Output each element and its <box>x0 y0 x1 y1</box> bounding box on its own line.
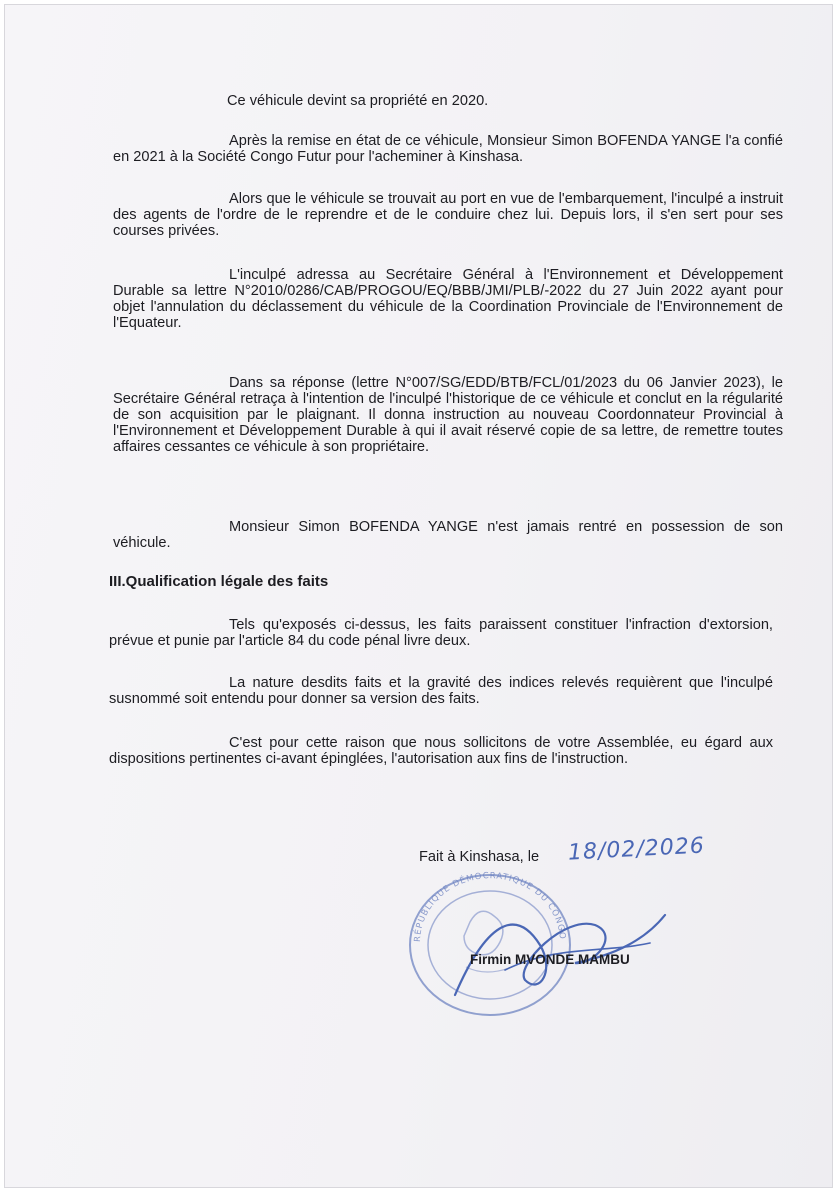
paragraph-vehicle-repair: Après la remise en état de ce véhicule, Monsieur Simon BOFENDA YANGE l'a confié en 2021 à la Société Congo Futur pour l'acheminer à Kinshasa. <box>113 133 783 165</box>
stamp-text: RÉPUBLIQUE DÉMOCRATIQUE DU CONGO <box>412 871 568 943</box>
paragraph-secretary-response: Dans sa réponse (lettre N°007/SG/EDD/BTB/FCL/01/2023 du 06 Janvier 2023), le Secrétaire Général retraça à l'intention de l'inculpé l'historique de ce véhicule et conclut en la régularité de son acquisition par le plaignant. Il donna instruction au nouveau Coordonnateur Provincial à l'Environnement et Développement Durable à qui il avait réservé copie de sa lettre, de remettre toutes affaires cessantes ce véhicule à son propriétaire. <box>113 375 783 455</box>
signature-place-prefix: Fait à Kinshasa, le <box>419 849 540 865</box>
section-heading: III.Qualification légale des faits <box>109 573 329 590</box>
paragraph-never-recovered: Monsieur Simon BOFENDA YANGE n'est jamais rentré en possession de son véhicule. <box>113 519 783 551</box>
paragraph-gravity: La nature desdits faits et la gravité des indices relevés requièrent que l'inculpé susnommé soit entendu pour donner sa version des faits. <box>109 675 773 707</box>
signer-name: Firmin MVONDE MAMBU <box>470 952 630 967</box>
paragraph-request: C'est pour cette raison que nous sollicitons de votre Assemblée, eu égard aux dispositions pertinentes ci-avant épinglées, l'autorisation aux fins de l'instruction. <box>109 735 773 767</box>
paragraph-port-seizure: Alors que le véhicule se trouvait au port en vue de l'embarquement, l'inculpé a instruit des agents de l'ordre de le reprendre et de le conduire chez lui. Depuis lors, il s'en sert pour ses courses privées. <box>113 191 783 239</box>
paper-page <box>5 5 832 1187</box>
handwritten-signature <box>445 885 675 1015</box>
paragraph-vehicle-owned: Ce véhicule devint sa propriété en 2020. <box>227 93 489 109</box>
paragraph-extortion: Tels qu'exposés ci-dessus, les faits paraissent constituer l'infraction d'extorsion, prévue et punie par l'article 84 du code pénal livre deux. <box>109 617 773 649</box>
document-photo <box>4 4 833 1188</box>
paragraph-letter-secretary: L'inculpé adressa au Secrétaire Général à l'Environnement et Développement Durable sa lettre N°2010/0286/CAB/PROGOU/EQ/BBB/JMI/PLB/-2022 du 27 Juin 2022 ayant pour objet l'annulation du déclassement du véhicule de la Coordination Provinciale de l'Environnement de l'Equateur. <box>113 267 783 331</box>
handwritten-date: 18/02/2026 <box>567 833 706 866</box>
